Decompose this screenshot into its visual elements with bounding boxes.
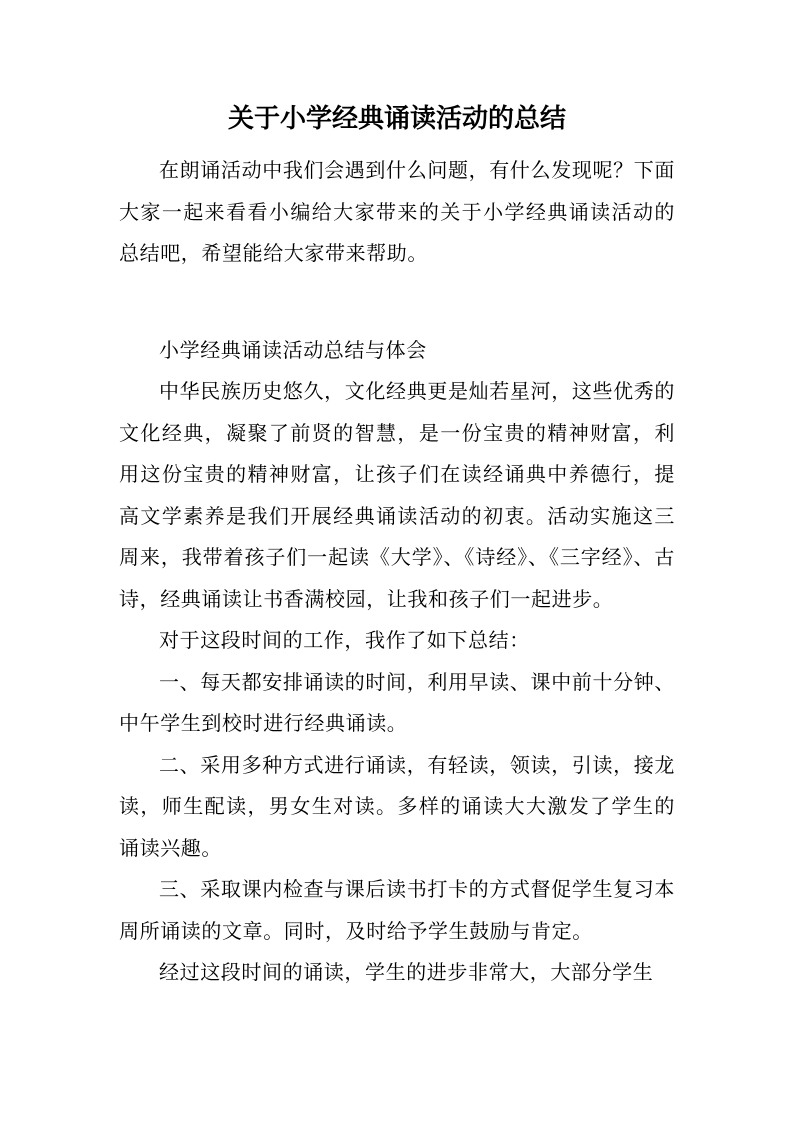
body-paragraph-6: 经过这段时间的诵读，学生的进步非常大，大部分学生 (159, 960, 654, 984)
body-paragraph-1: 中华民族历史悠久，文化经典更是灿若星河，这些优秀的文化经典，凝聚了前贤的智慧，是一份宝贵的精神财富，利用这份宝贵的精神财富，让孩子们在读经诵典中养德行，提高文学素养是我们开展经典诵读活动的初衷。活动实施这三周来，我带着孩子们一起读《大学》、《诗经》、《三字经》、古诗，经典诵读让书香满校园，让我和孩子们一起进步。 (119, 379, 675, 611)
body-paragraph-4: 二、采用多种方式进行诵读，有轻读，领读，引读，接龙读，师生配读，男女生对读。多样的诵读大大激发了学生的诵读兴趣。 (119, 752, 675, 860)
body-paragraph-5: 三、采取课内检查与课后读书打卡的方式督促学生复习本周所诵读的文章。同时，及时给予学生鼓励与肯定。 (119, 877, 675, 943)
intro-paragraph: 在朗诵活动中我们会遇到什么问题，有什么发现呢？下面大家一起来看看小编给大家带来的关于小学经典诵读活动的总结吧，希望能给大家带来帮助。 (119, 158, 675, 265)
document-body (119, 150, 675, 994)
body-paragraph-3: 一、每天都安排诵读的时间，利用早读、课中前十分钟、中午学生到校时进行经典诵读。 (119, 669, 675, 735)
document-title: 关于小学经典诵读活动的总结 (227, 104, 566, 134)
body-paragraph-2: 对于这段时间的工作，我作了如下总结： (159, 628, 530, 652)
section-heading: 小学经典诵读活动总结与体会 (159, 337, 427, 362)
